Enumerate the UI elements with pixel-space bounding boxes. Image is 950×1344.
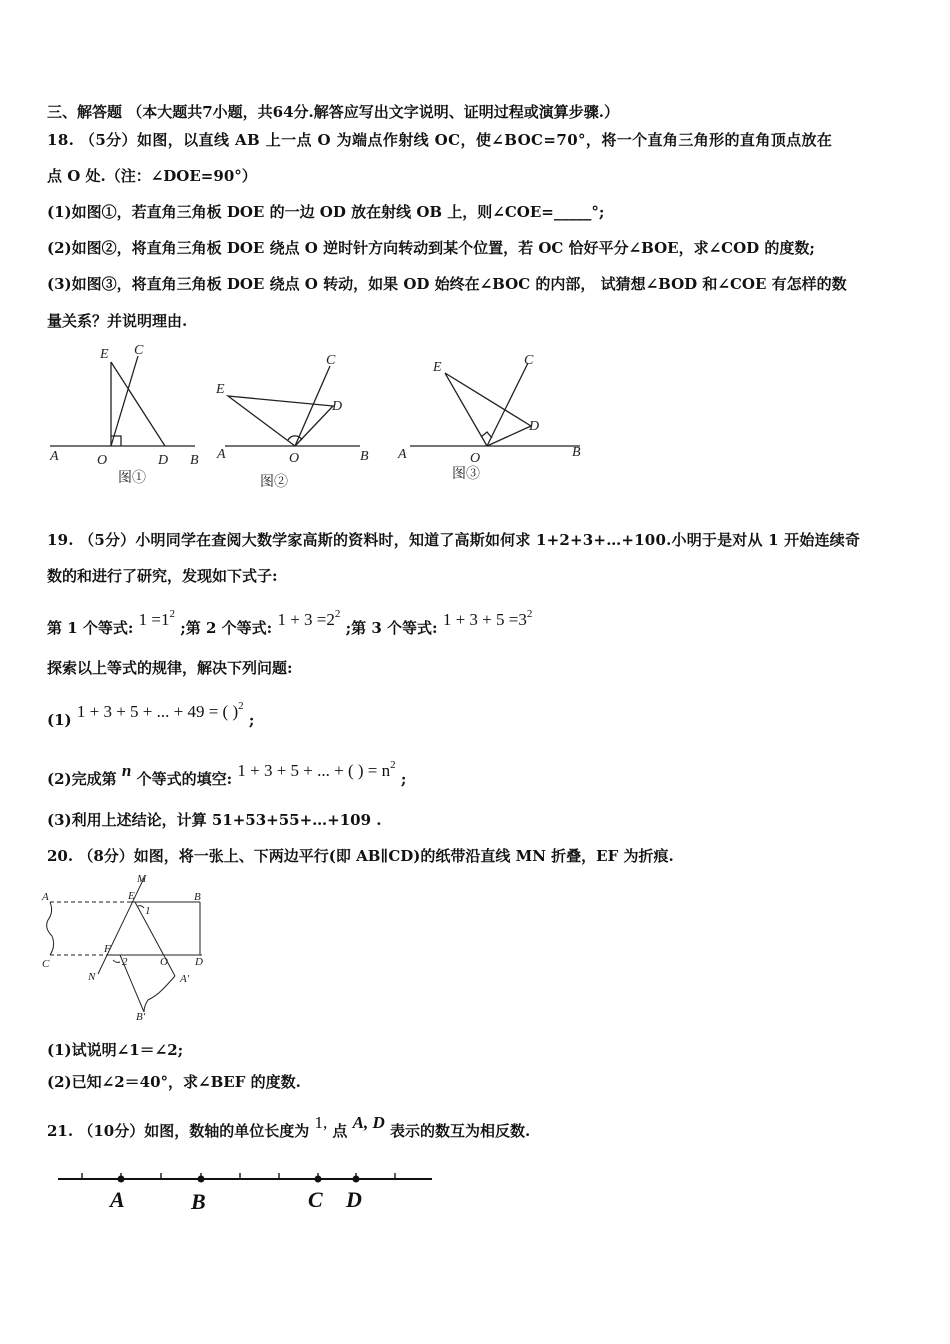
q19-line2: 数的和进行了研究，发现如下式子: [47, 567, 278, 585]
fig3-caption: 图③ [452, 467, 480, 482]
q21-line1 [47, 1113, 531, 1141]
fig1-caption: 图① [118, 471, 146, 486]
q20-label-b: B [194, 891, 201, 903]
q20-folded-edge-ea [135, 902, 175, 976]
fig2-ray-oc [295, 366, 330, 446]
q21-point-d [353, 1176, 360, 1183]
q21-mid: 点 [332, 1122, 348, 1140]
q21-point-c [315, 1176, 322, 1183]
fig2-triangle [228, 396, 333, 446]
q20-label-c: C [42, 958, 50, 970]
q20-figure [40, 872, 220, 1022]
fig1-label-d: D [158, 453, 169, 468]
q21-suffix: 表示的数互为相反数. [390, 1122, 531, 1140]
q19-eq2-label: ;第 2 个等式: [180, 619, 273, 637]
q20-part2: (2)已知∠2＝40°，求∠BEF 的度数. [47, 1073, 301, 1091]
q20-label-d: D [195, 956, 203, 968]
fig2-label-o: O [289, 451, 300, 466]
q19-eq1: 1 =1 [138, 610, 170, 629]
fig2-caption: 图② [260, 475, 288, 490]
q19-part2-exp: 2 [390, 759, 396, 771]
q19-part1-end: ; [248, 711, 255, 729]
fig3-label-d: D [529, 419, 540, 434]
fig3-label-a: A [398, 447, 407, 462]
fig1-label-e: E [100, 347, 109, 362]
q21-point-a [118, 1176, 125, 1183]
fig1-edge-ed [111, 362, 165, 446]
q20-line1: 20. （8分）如图，将一张上、下两边平行(即 AB∥CD)的纸带沿直线 MN 折叠，EF 为折痕. [47, 847, 674, 865]
q19-eq2: 1 + 3 =2 [277, 610, 335, 629]
q21-label-d: D [346, 1187, 362, 1212]
q20-label-b-prime: B' [136, 1011, 146, 1022]
q20-label-a-prime: A' [180, 973, 190, 985]
q21-unit: 1, [314, 1113, 328, 1132]
q20-label-angle2: 2 [122, 956, 128, 968]
q21-points: A, D [352, 1113, 385, 1132]
q19-eq3-exp: 2 [526, 608, 533, 620]
q20-label-e: E [128, 890, 135, 902]
q19-part2-mid: 个等式的填空: [136, 770, 233, 788]
fig3-right-angle [481, 432, 492, 438]
q20-angle2-mark [113, 960, 120, 962]
q19-part1-label: (1) [47, 711, 72, 729]
q19-explore: 探索以上等式的规律，解决下列问题: [47, 659, 293, 677]
q19-part2 [47, 759, 407, 789]
q18-line1: 18. （5分）如图，以直线 AB 上一点 O 为端点作射线 OC，使∠BOC=70°，将一个直角三角形的直角顶点放在 [47, 131, 833, 149]
q20-label-f: F [104, 943, 111, 955]
q18-part1: (1)如图①，若直角三角板 DOE 的一边 OD 放在射线 OB 上，则∠COE=_____°; [47, 203, 605, 221]
q18-line2: 点 O 处.（注：∠DOE=90°） [47, 167, 257, 185]
fig2-label-a: A [217, 447, 226, 462]
q20-torn-fold-edge [144, 976, 175, 1012]
q20-angle1-mark [138, 906, 144, 908]
q19-part1 [47, 700, 255, 730]
fig2-angle-mark [288, 436, 302, 440]
q20-label-m: M [137, 873, 147, 885]
q21-point-b [198, 1176, 205, 1183]
q19-line1: 19. （5分）小明同学在查阅大数学家高斯的资料时，知道了高斯如何求 1+2+3+…+100.小明于是对从 1 开始连续奇 [47, 531, 861, 549]
q18-part2: (2)如图②，将直角三角板 DOE 绕点 O 逆时针方向转动到某个位置，若 OC 恰好平分∠BOE，求∠COD 的度数; [47, 239, 815, 257]
q21-label-c: C [308, 1187, 323, 1212]
fig1-label-c: C [134, 343, 144, 358]
fig3-label-e: E [433, 360, 442, 375]
q19-eq3-label: ;第 3 个等式: [345, 619, 438, 637]
section-header: 三、解答题 （本大题共7小题，共64分.解答应写出文字说明、证明过程或演算步骤.） [47, 103, 619, 121]
q19-equations [47, 608, 533, 638]
q19-part1-exp: 2 [238, 700, 244, 712]
fig1-label-a: A [50, 449, 59, 464]
q21-prefix: 21. （10分）如图，数轴的单位长度为 [47, 1122, 310, 1140]
fig3-ray-oc [487, 363, 528, 446]
q19-part3: (3)利用上述结论，计算 51+53+55+…+109 . [47, 811, 382, 829]
q21-label-b: B [191, 1189, 206, 1214]
fig2-label-c: C [326, 353, 336, 368]
q20-fold-line-mn [98, 878, 144, 974]
fig3-label-c: C [524, 353, 534, 368]
fig1-label-o: O [97, 453, 108, 468]
q18-part3-line2: 量关系？并说明理由. [47, 312, 188, 330]
fig2-label-b: B [360, 449, 369, 464]
q18-figures [40, 338, 600, 493]
q19-eq2-exp: 2 [334, 608, 341, 620]
q20-part1: (1)试说明∠1＝∠2; [47, 1041, 184, 1059]
fig3-label-o: O [470, 451, 481, 466]
q18-part3-line1: (3)如图③，将直角三角板 DOE 绕点 O 转动，如果 OD 始终在∠BOC 的内部， 试猜想∠BOD 和∠COE 有怎样的数 [47, 275, 847, 293]
q19-part2-label: (2)完成第 [47, 770, 117, 788]
q20-label-n: N [88, 971, 96, 983]
q19-eq1-exp: 2 [169, 608, 175, 620]
q19-part2-n: n [121, 761, 132, 780]
q20-label-o: O [160, 956, 168, 968]
q20-label-a: A [42, 891, 49, 903]
q19-part2-expr: 1 + 3 + 5 + ... + ( ) = n [237, 761, 391, 780]
q20-torn-left-edge [47, 902, 54, 955]
fig2-label-d: D [332, 399, 343, 414]
q21-label-a: A [110, 1187, 125, 1212]
q19-eq3: 1 + 3 + 5 =3 [442, 610, 527, 629]
q19-eq1-label: 第 1 个等式: [47, 619, 134, 637]
q20-label-angle1: 1 [145, 905, 151, 917]
fig1-label-b: B [190, 453, 199, 468]
q21-number-line [50, 1165, 440, 1220]
q19-part1-expr: 1 + 3 + 5 + ... + 49 = ( ) [76, 702, 239, 721]
fig3-label-b: B [572, 445, 581, 460]
fig2-label-e: E [216, 382, 225, 397]
q19-part2-end: ; [400, 770, 407, 788]
